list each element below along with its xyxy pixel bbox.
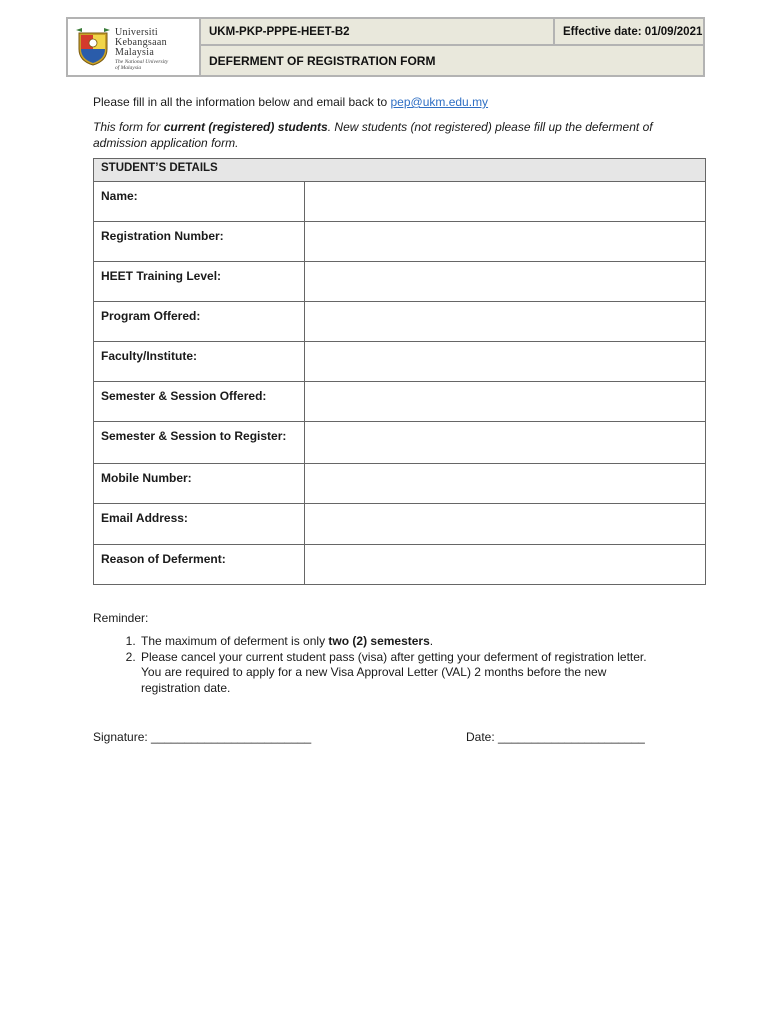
section-header xyxy=(94,159,705,182)
label-cell xyxy=(94,222,305,261)
form-row-registration-number xyxy=(94,222,705,262)
label-heet-level: HEET Training Level: xyxy=(101,269,222,283)
input-heet-level[interactable] xyxy=(305,262,705,301)
tagline-line1: The National University xyxy=(115,59,169,65)
input-session-offered[interactable] xyxy=(305,382,705,421)
university-tagline xyxy=(115,59,168,71)
reminder-item1-text: The maximum of deferment is only xyxy=(141,634,329,648)
university-name xyxy=(115,28,167,58)
form-title: DEFERMENT OF REGISTRATION FORM xyxy=(209,54,436,68)
note-bold: current (registered) students xyxy=(163,120,328,134)
university-name-line3: Malaysia xyxy=(115,47,155,58)
doc-code-cell xyxy=(201,19,555,46)
input-email[interactable] xyxy=(305,504,705,544)
intro-instruction: Please fill in all the information below and email back to xyxy=(93,95,391,109)
reminder-title: Reminder: xyxy=(93,611,149,625)
label-cell xyxy=(94,504,305,544)
university-logo xyxy=(68,19,201,75)
document-header xyxy=(66,17,705,77)
university-name-line1: Universiti xyxy=(115,27,158,38)
doc-code: UKM-PKP-PPPE-HEET-B2 xyxy=(209,26,350,38)
label-cell xyxy=(94,302,305,341)
input-name[interactable] xyxy=(305,182,705,221)
input-reason[interactable] xyxy=(305,545,705,584)
label-registration-number: Registration Number: xyxy=(101,229,224,243)
label-cell xyxy=(94,342,305,381)
note-part2: . New students (not registered) please fill up the deferment of admission application form. xyxy=(93,120,653,150)
form-row-mobile xyxy=(94,464,705,504)
reminder-list xyxy=(93,634,659,696)
email-link[interactable]: pep@ukm.edu.my xyxy=(390,95,489,109)
label-cell xyxy=(94,545,305,584)
label-cell xyxy=(94,464,305,503)
signature-line[interactable]: Signature: ________________________ xyxy=(93,730,312,744)
date-line[interactable]: Date: ______________________ xyxy=(466,730,645,744)
intro-text xyxy=(93,94,488,110)
reminder-item: 2. Please cancel your current student pass (visa) after getting your deferment of registration letter. You are required to apply for a new Visa Approval Letter (VAL) 2 months before the new registration date. xyxy=(139,650,659,697)
reminder-item1-end: . xyxy=(429,634,434,648)
form-title-cell xyxy=(201,46,703,75)
label-email: Email Address: xyxy=(101,511,188,525)
form-row-session-register xyxy=(94,422,705,464)
form-row-program xyxy=(94,302,705,342)
label-session-offered: Semester & Session Offered: xyxy=(101,389,267,403)
student-details-table xyxy=(93,158,706,585)
label-program: Program Offered: xyxy=(101,309,201,323)
form-row-session-offered xyxy=(94,382,705,422)
note-part1: This form for xyxy=(93,120,164,134)
label-faculty: Faculty/Institute: xyxy=(101,349,198,363)
university-name-line2: Kebangsaan xyxy=(115,37,167,48)
input-program[interactable] xyxy=(305,302,705,341)
reminder-item xyxy=(139,634,659,650)
form-row-email xyxy=(94,504,705,545)
input-session-register[interactable] xyxy=(305,422,705,463)
form-row-reason xyxy=(94,545,705,584)
input-faculty[interactable] xyxy=(305,342,705,381)
label-cell xyxy=(94,382,305,421)
input-mobile[interactable] xyxy=(305,464,705,503)
label-cell xyxy=(94,422,305,463)
label-mobile: Mobile Number: xyxy=(101,471,192,485)
label-name: Name: xyxy=(101,189,138,203)
effective-date-cell xyxy=(555,19,703,46)
effective-date: Effective date: 01/09/2021 xyxy=(563,26,703,38)
input-registration-number[interactable] xyxy=(305,222,705,261)
form-row-heet-level xyxy=(94,262,705,302)
university-crest-icon xyxy=(76,27,110,67)
note-text xyxy=(93,119,653,151)
label-cell xyxy=(94,182,305,221)
form-row-faculty xyxy=(94,342,705,382)
label-reason: Reason of Deferment: xyxy=(101,552,226,566)
label-session-register: Semester & Session to Register: xyxy=(101,429,287,443)
tagline-line2: of Malaysia xyxy=(115,65,142,71)
section-title: STUDENT’S DETAILS xyxy=(101,162,218,174)
form-row-name xyxy=(94,182,705,222)
reminder-item1-bold: two (2) semesters xyxy=(328,634,430,648)
label-cell xyxy=(94,262,305,301)
